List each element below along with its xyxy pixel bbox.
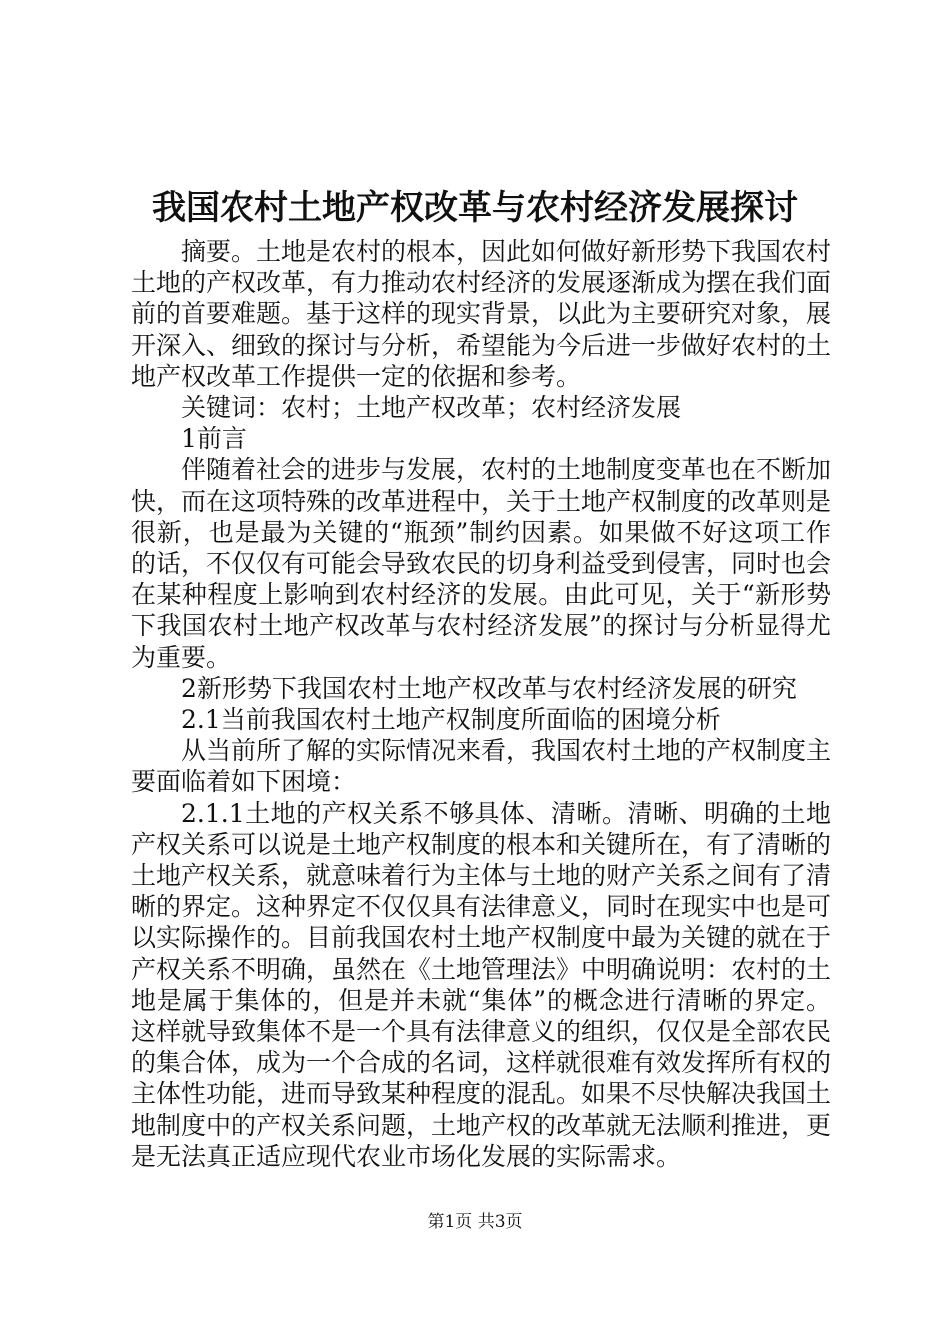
intro-paragraph: 伴随着社会的进步与发展，农村的土地制度变革也在不断加快，而在这项特殊的改革进程中，关于土地产权制度的改革则是很新，也是最为关键的“瓶颈”制约因素。如果做不好这项工作的话，不仅仅有可能会导致农民的切身利益受到侵害，同时也会在某种程度上影响到农村经济的发展。由此可见，关于“新形势下我国农村土地产权改革与农村经济发展”的探讨与分析显得尤为重要。	[131, 455, 832, 672]
subsection-heading-2-1: 2.1当前我国农村土地产权制度所面临的困境分析	[181, 705, 721, 735]
page-footer: 第1页 共3页	[427, 1212, 523, 1232]
body-paragraph: 从当前所了解的实际情况来看，我国农村土地的产权制度主要面临着如下困境：	[131, 736, 832, 797]
document-body	[131, 236, 831, 1172]
section-heading-1: 1前言	[181, 424, 247, 454]
body-paragraph: 2.1.1土地的产权关系不够具体、清晰。清晰、明确的土地产权关系可以说是土地产权制度的根本和关键所在，有了清晰的土地产权关系，就意味着行为主体与土地的财产关系之间有了清晰的界定。这种界定不仅仅具有法律意义，同时在现实中也是可以实际操作的。目前我国农村土地产权制度中最为关键的就在于产权关系不明确，虽然在《土地管理法》中明确说明：农村的土地是属于集体的，但是并未就“集体”的概念进行清晰的界定。这样就导致集体不是一个具有法律意义的组织，仅仅是全部农民的集合体，成为一个合成的名词，这样就很难有效发挥所有权的主体性功能，进而导致某种程度的混乱。如果不尽快解决我国土地制度中的产权关系问题，土地产权的改革就无法顺利推进，更是无法真正适应现代农业市场化发展的实际需求。	[131, 798, 832, 1171]
keywords-line: 关键词：农村；土地产权改革；农村经济发展	[181, 393, 682, 423]
abstract-paragraph: 摘要。土地是农村的根本，因此如何做好新形势下我国农村土地的产权改革，有力推动农村经济的发展逐渐成为摆在我们面前的首要难题。基于这样的现实背景，以此为主要研究对象，展开深入、细致的探讨与分析，希望能为今后进一步做好农村的土地产权改革工作提供一定的依据和参考。	[131, 237, 832, 391]
document-title: 我国农村土地产权改革与农村经济发展探讨	[152, 188, 798, 228]
section-heading-2: 2新形势下我国农村土地产权改革与农村经济发展的研究	[181, 673, 797, 703]
